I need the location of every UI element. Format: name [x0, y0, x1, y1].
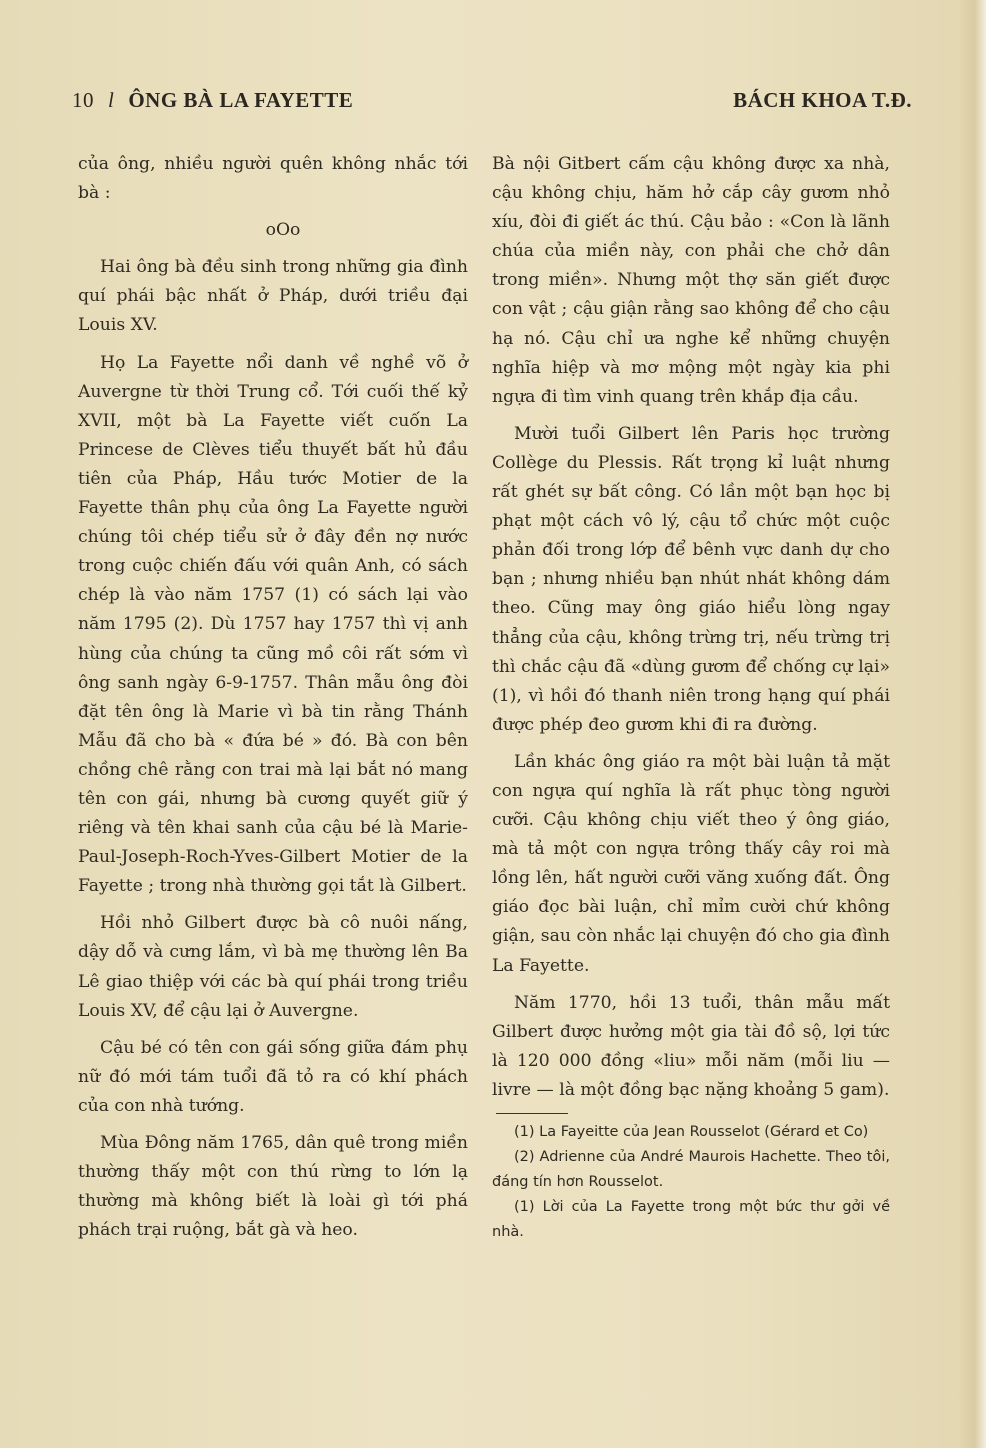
paragraph: của ông, nhiều người quên không nhắc tới bà : [78, 154, 468, 204]
publication-name: BÁCH KHOA T.Đ. [733, 88, 912, 112]
torn-page-edge [958, 0, 986, 1448]
paragraph: Lần khác ông giáo ra một bài luận tả mặt con ngựa quí nghĩa là rất phục tòng người cưỡi. Cậu không chịu viết theo ý ông giáo, mà tả một con ngựa trông thấy cây roi mà lồng lên, hất người cưỡi văng xuống đất. Ông giáo đọc bài luận, chỉ mỉm cười chứ không giận, sau còn nhắc lại chuyện đó cho gia đình La Fayette. [492, 751, 890, 976]
footnote: (1) La Fayeitte của Jean Rousselot (Gérard et Co) [514, 1124, 869, 1140]
header-separator: l [108, 88, 115, 112]
footnote: (1) Lời của La Fayette trong một bức thư gởi về nhà. [492, 1199, 890, 1240]
right-column [492, 150, 890, 1245]
paragraph: Hồi nhỏ Gilbert được bà cô nuôi nấng, dậy dỗ và cưng lắm, vì bà mẹ thường lên Ba Lê giao thiệp với các bà quí phái trong triều Louis XV, để cậu lại ở Auvergne. [78, 913, 468, 1021]
left-column [78, 150, 468, 1245]
paragraph: Mười tuổi Gilbert lên Paris học trường Collège du Plessis. Rất trọng kỉ luật nhưng rất ghét sự bất công. Có lần một bạn học bị phạt một cách vô lý, cậu tổ chức một cuộc phản đối trong lớp để bênh vực danh dự cho bạn ; nhưng nhiều bạn nhút nhát không dám theo. Cũng may ông giáo hiểu lòng ngay thẳng của cậu, không trừng trị, nếu trừng trị thì chắc cậu đã «dùng gươm để chống cự lại» (1), vì hồi đó thanh niên trong hạng quí phái được phép đeo gươm khi đi ra đường. [492, 423, 890, 735]
footnotes [492, 1120, 890, 1245]
footnote-divider [496, 1113, 568, 1114]
header-left [72, 88, 353, 113]
paragraph: Cậu bé có tên con gái sống giữa đám phụ nữ đó mới tám tuổi đã tỏ ra có khí phách của con nhà tướng. [78, 1037, 468, 1116]
running-header [72, 88, 912, 122]
page-number: 10 [72, 88, 94, 112]
section-ornament: oOo [265, 220, 301, 241]
paragraph: Năm 1770, hồi 13 tuổi, thân mẫu mất Gilbert được hưởng một gia tài đồ sộ, lợi tức là 120 000 đồng «liu» mỗi năm (mỗi liu — livre — là một đồng bạc nặng khoảng 5 gam). [492, 992, 890, 1100]
footnote: (2) Adrienne của André Maurois Hachette. Theo tôi, đáng tín hơn Rousselot. [492, 1149, 890, 1190]
paragraph: Họ La Fayette nổi danh về nghề võ ở Auvergne từ thời Trung cổ. Tới cuối thế kỷ XVII, một bà La Fayette viết cuốn La Princese de Clèves tiểu thuyết bất hủ đầu tiên của Pháp, Hầu tước Motier de la Fayette thân phụ của ông La Fayette người chúng tôi chép tiểu sử ở đây đền nợ nước trong cuộc chiến đấu với quân Anh, có sách chép là vào năm 1757 (1) có sách lại vào năm 1795 (2). Dù 1757 hay 1757 thì vị anh hùng của chúng ta cũng mồ côi rất sớm vì ông sanh ngày 6-9-1757. Thân mẫu ông đòi đặt tên ông là Marie vì bà tin rằng Thánh Mẫu đã cho bà « đứa bé » đó. Bà con bên chồng chê rằng con trai mà lại bắt nó mang tên con gái, nhưng bà cương quyết giữ ý riêng và tên khai sanh của cậu bé là Marie-Paul-Joseph-Roch-Yves-Gilbert Motier de la Fayette ; trong nhà thường gọi tắt là Gilbert. [78, 352, 468, 897]
article-title: ÔNG BÀ LA FAYETTE [128, 88, 354, 112]
paragraph: Mùa Đông năm 1765, dân quê trong miền thường thấy một con thú rừng to lớn lạ thường mà không biết là loài gì tới phá phách trại ruộng, bắt gà và heo. [78, 1133, 468, 1241]
paragraph: Hai ông bà đều sinh trong những gia đình quí phái bậc nhất ở Pháp, dưới triều đại Louis XV. [78, 257, 468, 336]
paragraph: Bà nội Gitbert cấm cậu không được xa nhà, cậu không chịu, hăm hở cắp cây gươm nhỏ xíu, đòi đi giết ác thú. Cậu bảo : «Con là lãnh chúa của miền này, con phải che chở dân trong miền». Nhưng một thợ săn giết được con vật ; cậu giận rằng sao không để cho cậu hạ nó. Cậu chỉ ưa nghe kể những chuyện nghĩa hiệp và mơ mộng một ngày kia phi ngựa đi tìm vinh quang trên khắp địa cầu. [492, 154, 890, 407]
